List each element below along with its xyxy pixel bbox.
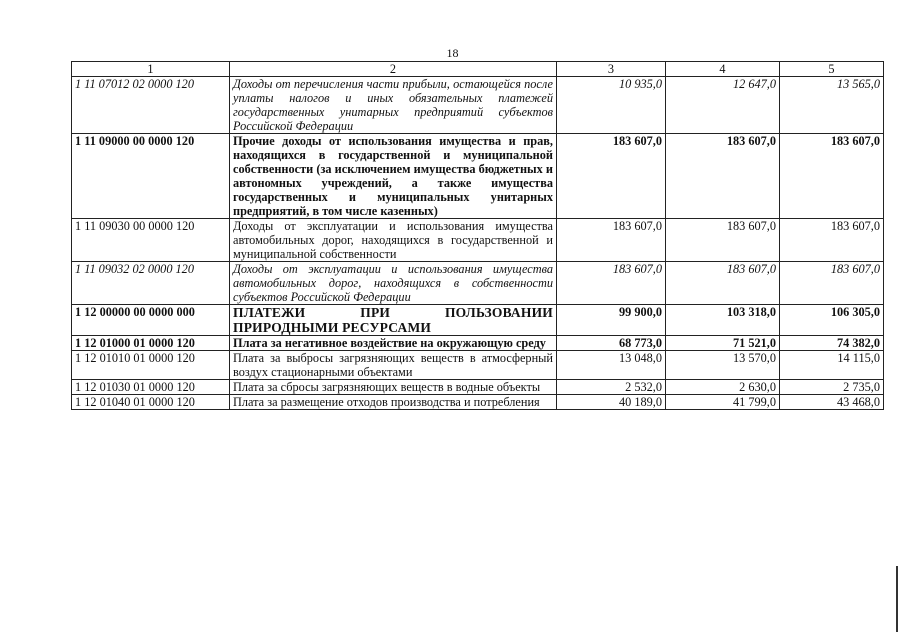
- value-col5: 183 607,0: [780, 219, 884, 262]
- value-col4: 12 647,0: [666, 77, 780, 134]
- value-col5: 43 468,0: [780, 395, 884, 410]
- table-row: [72, 380, 884, 395]
- revenue-name: Плата за размещение отходов производства и потребления: [230, 395, 557, 410]
- revenue-name: Доходы от эксплуатации и использования имущества автомобильных дорог, находящихся в государственной и муниципальной собственности: [230, 219, 557, 262]
- value-col3: 13 048,0: [557, 351, 666, 380]
- value-col5: 2 735,0: [780, 380, 884, 395]
- budget-code: 1 12 01010 01 0000 120: [72, 351, 230, 380]
- value-col5: 106 305,0: [780, 305, 884, 336]
- revenue-name: Прочие доходы от использования имущества и прав, находящихся в государственной и муниципальной собственности (за исключением имущества бюджетных и автономных учреждений, а также имущества государственных и муниципальных унитарных предприятий, в том числе казенных): [230, 134, 557, 219]
- column-header-2: 2: [230, 62, 557, 77]
- budget-code: 1 11 09032 02 0000 120: [72, 262, 230, 305]
- scan-margin-line: [896, 566, 898, 632]
- value-col3: 2 532,0: [557, 380, 666, 395]
- revenue-name: Доходы от эксплуатации и использования имущества автомобильных дорог, находящихся в собственности субъектов Российской Федерации: [230, 262, 557, 305]
- budget-code: 1 12 01000 01 0000 120: [72, 336, 230, 351]
- budget-code: 1 11 09000 00 0000 120: [72, 134, 230, 219]
- table-row: [72, 134, 884, 219]
- value-col5: 14 115,0: [780, 351, 884, 380]
- budget-code: 1 12 00000 00 0000 000: [72, 305, 230, 336]
- value-col5: 183 607,0: [780, 134, 884, 219]
- value-col3: 68 773,0: [557, 336, 666, 351]
- table-row: [72, 262, 884, 305]
- table-row: [72, 305, 884, 336]
- value-col4: 183 607,0: [666, 219, 780, 262]
- value-col5: 74 382,0: [780, 336, 884, 351]
- value-col4: 183 607,0: [666, 262, 780, 305]
- revenue-name: Плата за выбросы загрязняющих веществ в атмосферный воздух стационарными объектами: [230, 351, 557, 380]
- revenue-name: Плата за негативное воздействие на окружающую среду: [230, 336, 557, 351]
- column-number-header-row: [72, 62, 884, 77]
- value-col3: 183 607,0: [557, 134, 666, 219]
- page-number: 18: [446, 46, 459, 60]
- budget-code: 1 11 09030 00 0000 120: [72, 219, 230, 262]
- value-col4: 71 521,0: [666, 336, 780, 351]
- column-header-3: 3: [557, 62, 666, 77]
- value-col4: 183 607,0: [666, 134, 780, 219]
- table-row: [72, 395, 884, 410]
- value-col3: 99 900,0: [557, 305, 666, 336]
- column-header-1: 1: [72, 62, 230, 77]
- budget-code: 1 12 01040 01 0000 120: [72, 395, 230, 410]
- column-header-4: 4: [666, 62, 780, 77]
- revenue-name: Доходы от перечисления части прибыли, остающейся после уплаты налогов и иных обязательных платежей государственных унитарных предприятий субъектов Российской Федерации: [230, 77, 557, 134]
- value-col4: 13 570,0: [666, 351, 780, 380]
- value-col5: 183 607,0: [780, 262, 884, 305]
- value-col5: 13 565,0: [780, 77, 884, 134]
- table-row: [72, 336, 884, 351]
- column-header-5: 5: [780, 62, 884, 77]
- table-row: [72, 77, 884, 134]
- value-col4: 103 318,0: [666, 305, 780, 336]
- value-col3: 10 935,0: [557, 77, 666, 134]
- revenue-name: Плата за сбросы загрязняющих веществ в водные объекты: [230, 380, 557, 395]
- revenue-name: ПЛАТЕЖИ ПРИ ПОЛЬЗОВАНИИ ПРИРОДНЫМИ РЕСУРСАМИ: [230, 305, 557, 336]
- value-col4: 2 630,0: [666, 380, 780, 395]
- budget-revenue-table: [71, 61, 884, 410]
- budget-code: 1 11 07012 02 0000 120: [72, 77, 230, 134]
- budget-code: 1 12 01030 01 0000 120: [72, 380, 230, 395]
- value-col4: 41 799,0: [666, 395, 780, 410]
- table-row: [72, 219, 884, 262]
- value-col3: 183 607,0: [557, 219, 666, 262]
- value-col3: 40 189,0: [557, 395, 666, 410]
- value-col3: 183 607,0: [557, 262, 666, 305]
- table-row: [72, 351, 884, 380]
